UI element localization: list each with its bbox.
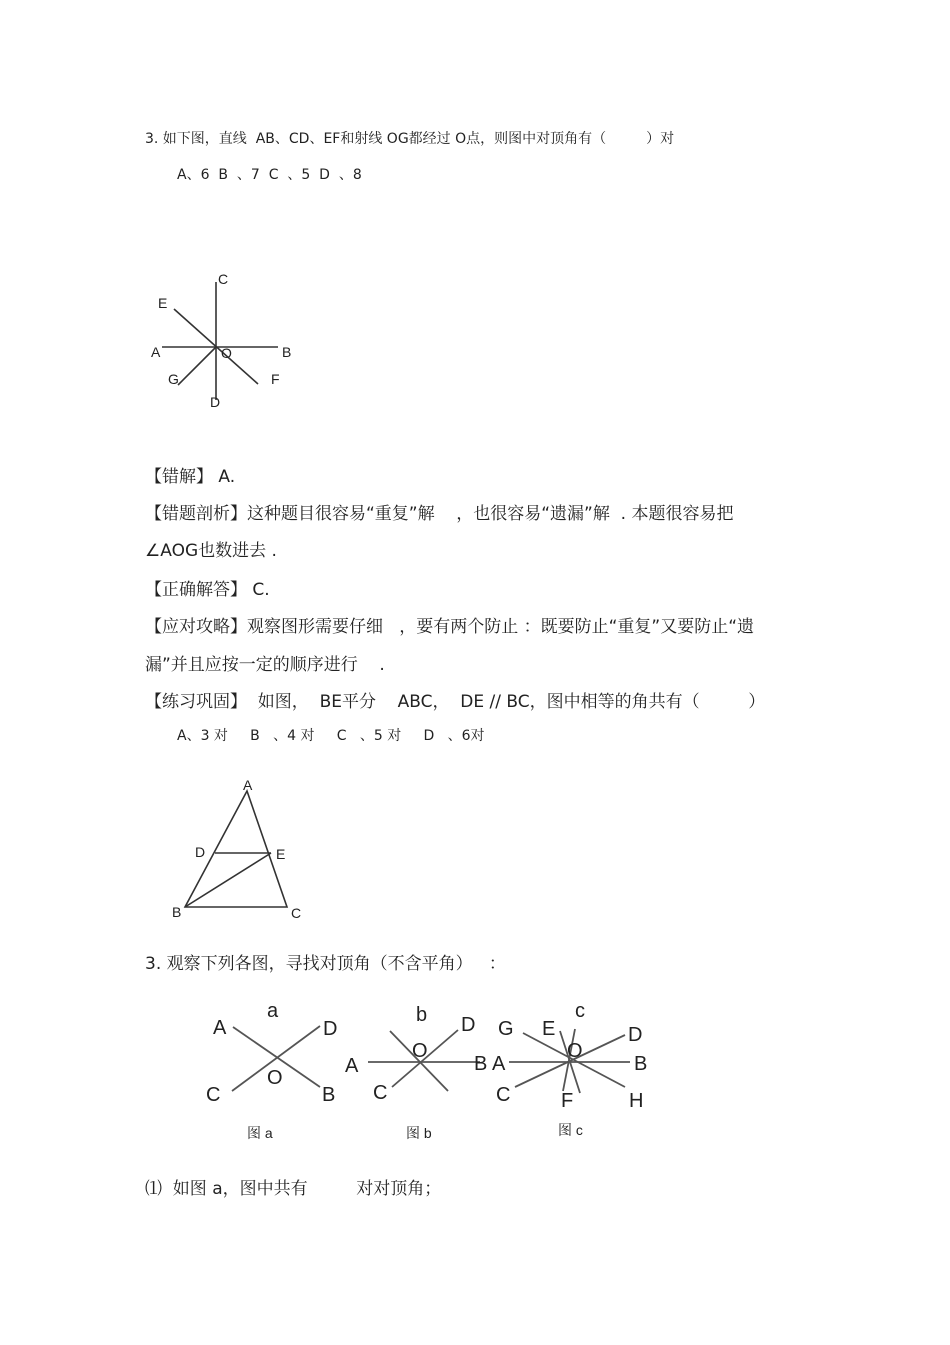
caption-a: 图 a: [247, 1125, 273, 1141]
label-b: B: [474, 1053, 488, 1075]
label-d: D: [461, 1014, 476, 1036]
label-a: A: [243, 777, 253, 793]
title-c: c: [575, 1000, 585, 1022]
label-f: F: [271, 371, 280, 387]
label-d: D: [210, 394, 221, 410]
label-f: F: [561, 1090, 574, 1112]
label-o: O: [412, 1040, 428, 1062]
label-g: G: [168, 371, 179, 387]
label-b: B: [172, 904, 182, 920]
figure-triangle: [165, 775, 315, 925]
figure-a: [200, 995, 350, 1145]
label-d: D: [323, 1018, 338, 1040]
label-o: O: [267, 1067, 283, 1089]
practice-options: A、3 对 B 、4 对 C 、5 对 D 、6对: [177, 728, 485, 744]
label-h: H: [629, 1090, 644, 1112]
label-g: G: [498, 1018, 514, 1040]
strategy-line2: 漏”并且应按一定的顺序进行 .: [145, 655, 385, 675]
label-c: C: [218, 271, 229, 287]
label-a: A: [213, 1017, 227, 1039]
wrong-answer: 【错解】 A.: [145, 467, 236, 487]
strategy-line1: 【应对攻略】观察图形需要仔细 ，要有两个防止 ：既要防止“重复”又要防止“遗: [145, 617, 755, 637]
figure-b: [340, 995, 500, 1145]
label-d: D: [195, 844, 206, 860]
subquestion-1: ⑴ 如图 a，图中共有 对对顶角；: [145, 1179, 442, 1199]
caption-b: 图 b: [406, 1125, 432, 1141]
label-a: A: [151, 344, 161, 360]
label-b: B: [322, 1084, 336, 1106]
figure-lines-through-o: [140, 262, 310, 412]
figure-c: [485, 995, 665, 1145]
label-b: B: [282, 344, 292, 360]
label-o: O: [567, 1040, 583, 1062]
label-d: D: [628, 1024, 643, 1046]
label-e: E: [158, 295, 168, 311]
title-b: b: [416, 1004, 428, 1026]
practice-question: 【练习巩固】 如图， BE平分 ABC， DE // BC，图中相等的角共有（ ）: [145, 692, 766, 712]
label-e: E: [542, 1018, 556, 1040]
question2-text: 3. 观察下列各图，寻找对顶角（不含平角） ：: [145, 954, 506, 974]
label-e: E: [276, 846, 286, 862]
question-text: 3. 如下图，直线 AB、CD、EF和射线 OG都经过 O点，则图中对顶角有（ ）对: [145, 131, 675, 147]
label-a: A: [492, 1053, 506, 1075]
label-c: C: [206, 1084, 221, 1106]
answer-options: A、6 B 、7 C 、5 D 、8: [177, 167, 362, 183]
label-a: A: [345, 1055, 359, 1077]
error-analysis-line1: 【错题剖析】这种题目很容易“重复”解 ，也很容易“遗漏”解 . 本题很容易把: [145, 504, 734, 524]
title-a: a: [267, 1000, 279, 1022]
label-o: O: [221, 345, 232, 361]
label-b: B: [634, 1053, 648, 1075]
correct-answer: 【正确解答】 C.: [145, 580, 270, 600]
label-c: C: [496, 1084, 511, 1106]
caption-c: 图 c: [558, 1122, 583, 1138]
label-c: C: [291, 905, 302, 921]
error-analysis-line2: ∠AOG也数进去 .: [145, 541, 277, 561]
label-c: C: [373, 1082, 388, 1104]
